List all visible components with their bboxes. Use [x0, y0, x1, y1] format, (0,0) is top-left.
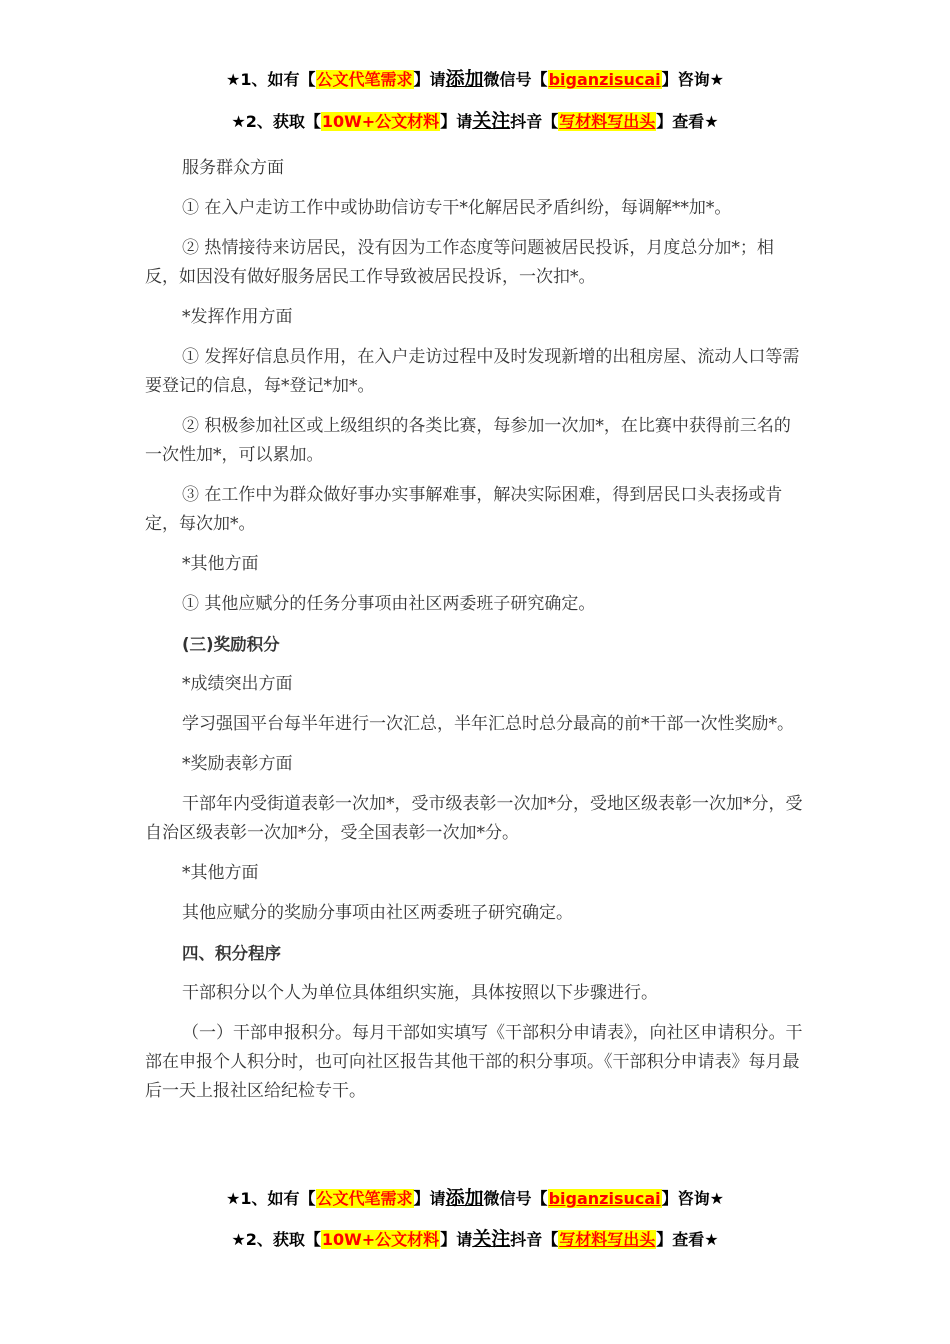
banner-text: 抖音【 [510, 1230, 559, 1249]
banner-emphasis: 关注 [472, 110, 511, 132]
banner-prefix: ★1、如有【 [226, 1189, 316, 1208]
banner-text: 微信号【 [483, 1189, 548, 1208]
banner-text: 】请 [440, 1230, 473, 1249]
section-heading: *奖励表彰方面 [182, 754, 293, 774]
douyin-id-highlight: 写材料写出头 [559, 112, 656, 131]
list-item: ① 其他应赋分的任务分事项由社区两委班子研究确定。 [182, 594, 596, 614]
banner-text: 抖音【 [510, 112, 559, 131]
banner-prefix: ★2、获取【 [231, 1230, 321, 1249]
list-item: ② 积极参加社区或上级组织的各类比赛，每参加一次加*，在比赛中获得前三名的一次性加*，可以累加。 [145, 416, 791, 465]
banner-highlight: 10W+公文材料 [321, 112, 440, 131]
paragraph: 干部积分以个人为单位具体组织实施，具体按照以下步骤进行。 [182, 983, 658, 1003]
paragraph: 其他应赋分的奖励分事项由社区两委班子研究确定。 [182, 903, 573, 923]
section-heading: *其他方面 [182, 554, 259, 574]
banner-text: 】请 [413, 70, 446, 89]
section-heading: *成绩突出方面 [182, 674, 293, 694]
section-heading: 服务群众方面 [182, 158, 284, 178]
chapter-title: 四、积分程序 [182, 944, 281, 963]
banner-suffix: 】查看★ [656, 1230, 719, 1249]
banner-emphasis: 添加 [445, 1187, 484, 1209]
list-item: ② 热情接待来访居民，没有因为工作态度等问题被居民投诉，月度总分加*；相反，如因没有做好服务居民工作导致被居民投诉，一次扣*。 [145, 238, 774, 287]
banner-highlight: 10W+公文材料 [321, 1230, 440, 1249]
paragraph: 学习强国平台每半年进行一次汇总，半年汇总时总分最高的前*干部一次性奖励*。 [182, 714, 794, 734]
section-heading: *其他方面 [182, 863, 259, 883]
banner-highlight: 公文代笔需求 [316, 1189, 413, 1208]
promo-banner-line-2 [0, 110, 950, 133]
promo-banner-line-1-bottom [0, 1187, 950, 1210]
douyin-id-highlight: 写材料写出头 [559, 1230, 656, 1249]
promo-banner-line-1 [0, 68, 950, 91]
promo-banner-line-2-bottom [0, 1228, 950, 1251]
banner-suffix: 】咨询★ [661, 1189, 724, 1208]
banner-text: 微信号【 [483, 70, 548, 89]
banner-highlight: 公文代笔需求 [316, 70, 413, 89]
banner-emphasis: 关注 [472, 1228, 511, 1250]
list-item: ① 在入户走访工作中或协助信访专干*化解居民矛盾纠纷，每调解**加*。 [182, 198, 732, 218]
paragraph: （一）干部申报积分。每月干部如实填写《干部积分申请表》，向社区申请积分。干部在申报个人积分时，也可向社区报告其他干部的积分事项。《干部积分申请表》每月最后一天上报社区给纪检专干。 [145, 1023, 803, 1101]
document-body [145, 154, 807, 1106]
banner-text: 】请 [440, 112, 473, 131]
banner-prefix: ★2、获取【 [231, 112, 321, 131]
wechat-id-highlight: biganzisucai [548, 1189, 661, 1208]
list-item: ① 发挥好信息员作用，在入户走访过程中及时发现新增的出租房屋、流动人口等需要登记的信息，每*登记*加*。 [145, 347, 800, 396]
banner-text: 】请 [413, 1189, 446, 1208]
banner-emphasis: 添加 [445, 68, 484, 90]
wechat-id-highlight: biganzisucai [548, 70, 661, 89]
banner-suffix: 】咨询★ [661, 70, 724, 89]
subsection-title: (三)奖励积分 [182, 635, 280, 654]
paragraph: 干部年内受街道表彰一次加*，受市级表彰一次加*分，受地区级表彰一次加*分，受自治区级表彰一次加*分，受全国表彰一次加*分。 [145, 794, 803, 843]
section-heading: *发挥作用方面 [182, 307, 293, 327]
banner-suffix: 】查看★ [656, 112, 719, 131]
banner-prefix: ★1、如有【 [226, 70, 316, 89]
list-item: ③ 在工作中为群众做好事办实事解难事，解决实际困难，得到居民口头表扬或肯定，每次加*。 [145, 485, 783, 534]
